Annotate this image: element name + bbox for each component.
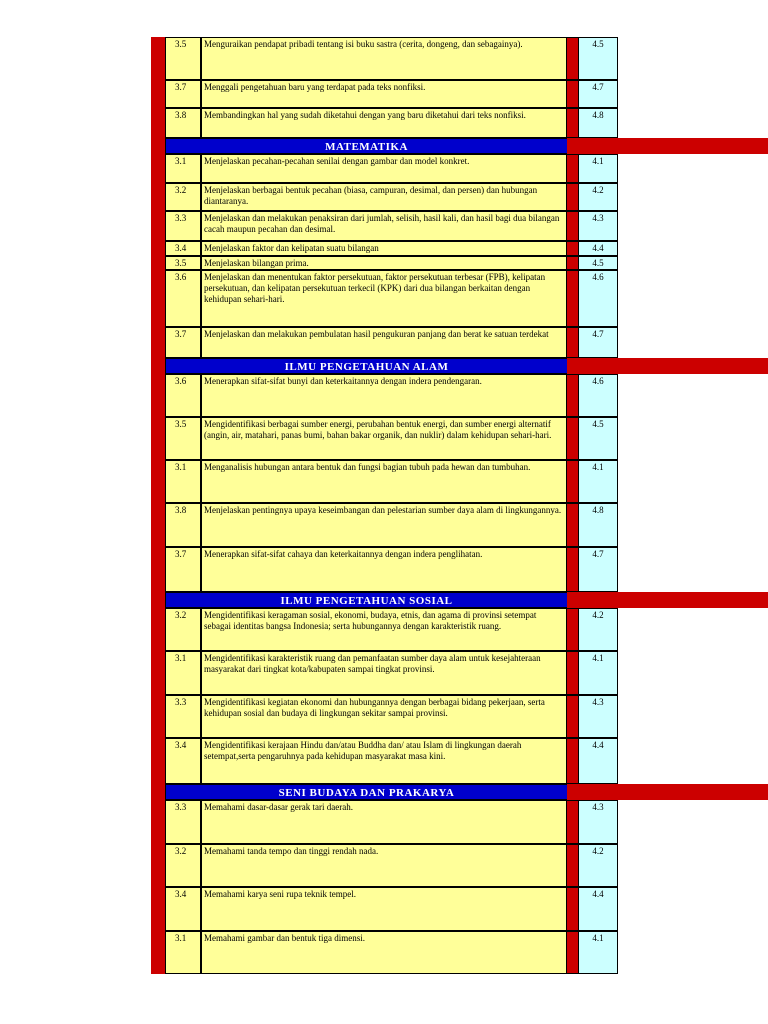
header-red-separator [567, 358, 578, 374]
kd3-number: 3.7 [165, 547, 201, 592]
kd4-number: 4.3 [578, 800, 618, 844]
table-row [165, 374, 618, 417]
row-red-separator [567, 503, 578, 547]
kd4-number: 4.4 [578, 738, 618, 784]
kd3-number: 3.1 [165, 460, 201, 503]
kd4-number: 4.2 [578, 608, 618, 651]
kd4-number: 4.4 [578, 887, 618, 931]
row-red-separator [567, 211, 578, 241]
row-red-separator [567, 738, 578, 784]
row-red-separator [567, 37, 578, 80]
table-row [165, 651, 618, 695]
row-red-separator [567, 800, 578, 844]
kd-description: Menganalisis hubungan antara bentuk dan fungsi bagian tubuh pada hewan dan tumbuhan. [201, 460, 567, 503]
table-row [165, 887, 618, 931]
kd4-number: 4.7 [578, 327, 618, 358]
kd-description: Mengidentifikasi kerajaan Hindu dan/atau Buddha dan/ atau Islam di lingkungan daerah setempat,serta pengaruhnya pada kehidupan masyarakat masa kini. [201, 738, 567, 784]
section-header-matematika: MATEMATIKA [165, 138, 568, 154]
kd3-number: 3.8 [165, 503, 201, 547]
kd4-number: 4.8 [578, 503, 618, 547]
kd4-number: 4.5 [578, 417, 618, 460]
row-red-separator [567, 417, 578, 460]
kd-description: Menjelaskan pentingnya upaya keseimbangan dan pelestarian sumber daya alam di lingkungannya. [201, 503, 567, 547]
row-red-separator [567, 695, 578, 738]
table-row [165, 460, 618, 503]
kd-description: Menjelaskan berbagai bentuk pecahan (biasa, campuran, desimal, dan persen) dan hubungan diantaranya. [201, 183, 567, 211]
kd3-number: 3.2 [165, 608, 201, 651]
header-red-band [578, 138, 768, 154]
kd4-number: 4.2 [578, 183, 618, 211]
kd-description: Menjelaskan bilangan prima. [201, 256, 567, 270]
kd-description: Menjelaskan dan menentukan faktor persekutuan, faktor persekutuan terbesar (FPB), kelipatan persekutuan, dan kelipatan persekutuan terkecil (KPK) dari dua bilangan berkaitan dengan kehidupan sehari-hari. [201, 270, 567, 327]
row-red-separator [567, 651, 578, 695]
row-red-separator [567, 460, 578, 503]
table-row [165, 211, 618, 241]
table-row [165, 503, 618, 547]
kd4-number: 4.4 [578, 241, 618, 256]
table-row [165, 695, 618, 738]
table-row [165, 154, 618, 183]
kd3-number: 3.1 [165, 154, 201, 183]
table-row [165, 738, 618, 784]
kd4-number: 4.5 [578, 256, 618, 270]
kd-description: Mengidentifikasi kegiatan ekonomi dan hubungannya dengan berbagai bidang pekerjaan, serta kehidupan sosial dan budaya di lingkungan sekitar sampai provinsi. [201, 695, 567, 738]
row-red-separator [567, 256, 578, 270]
kd3-number: 3.5 [165, 256, 201, 270]
kd3-number: 3.7 [165, 80, 201, 108]
kd3-number: 3.3 [165, 800, 201, 844]
kd4-number: 4.1 [578, 460, 618, 503]
row-red-separator [567, 887, 578, 931]
kd-description: Memahami tanda tempo dan tinggi rendah nada. [201, 844, 567, 887]
kd3-number: 3.5 [165, 37, 201, 80]
kd-description: Menjelaskan dan melakukan pembulatan hasil pengukuran panjang dan berat ke satuan terdekat [201, 327, 567, 358]
row-red-separator [567, 547, 578, 592]
kd3-number: 3.6 [165, 374, 201, 417]
table-row [165, 417, 618, 460]
kd4-number: 4.1 [578, 931, 618, 974]
header-red-separator [567, 592, 578, 608]
kd-description: Menguraikan pendapat pribadi tentang isi buku sastra (cerita, dongeng, dan sebagainya). [201, 37, 567, 80]
kd3-number: 3.4 [165, 241, 201, 256]
header-red-separator [567, 138, 578, 154]
kd3-number: 3.1 [165, 651, 201, 695]
table-row [165, 608, 618, 651]
row-red-separator [567, 241, 578, 256]
row-red-separator [567, 374, 578, 417]
kd4-number: 4.5 [578, 37, 618, 80]
kd-description: Menjelaskan pecahan-pecahan senilai dengan gambar dan model konkret. [201, 154, 567, 183]
kd3-number: 3.6 [165, 270, 201, 327]
kd-description: Memahami gambar dan bentuk tiga dimensi. [201, 931, 567, 974]
section-header-ips: ILMU PENGETAHUAN SOSIAL [165, 592, 568, 608]
row-red-separator [567, 844, 578, 887]
table-row [165, 241, 618, 256]
table-row [165, 327, 618, 358]
header-red-band [578, 784, 768, 800]
kd-description: Memahami karya seni rupa teknik tempel. [201, 887, 567, 931]
header-red-separator [567, 784, 578, 800]
section-header-ipa: ILMU PENGETAHUAN ALAM [165, 358, 568, 374]
kd-description: Mengidentifikasi karakteristik ruang dan pemanfaatan sumber daya alam untuk kesejahteraan masyarakat dari tingkat kota/kabupaten sampai tingkat provinsi. [201, 651, 567, 695]
row-red-separator [567, 270, 578, 327]
row-red-separator [567, 108, 578, 138]
kd4-number: 4.6 [578, 270, 618, 327]
table-row [165, 183, 618, 211]
kd-description: Membandingkan hal yang sudah diketahui dengan yang baru diketahui dari teks nonfiksi. [201, 108, 567, 138]
kd-description: Menjelaskan faktor dan kelipatan suatu bilangan [201, 241, 567, 256]
kd-description: Mengidentifikasi berbagai sumber energi, perubahan bentuk energi, dan sumber energi alternatif (angin, air, matahari, panas bumi, bahan bakar organik, dan nuklir) dalam kehidupan sehari-hari. [201, 417, 567, 460]
table-row [165, 108, 618, 138]
table-row [165, 547, 618, 592]
kd3-number: 3.4 [165, 738, 201, 784]
row-red-separator [567, 183, 578, 211]
kd4-number: 4.7 [578, 80, 618, 108]
row-red-separator [567, 80, 578, 108]
kd3-number: 3.8 [165, 108, 201, 138]
kd3-number: 3.3 [165, 695, 201, 738]
left-red-bar [151, 37, 165, 974]
kd3-number: 3.4 [165, 887, 201, 931]
kd3-number: 3.2 [165, 844, 201, 887]
kd3-number: 3.3 [165, 211, 201, 241]
table-row [165, 37, 618, 80]
row-red-separator [567, 327, 578, 358]
header-red-band [578, 358, 768, 374]
table-row [165, 844, 618, 887]
kd3-number: 3.7 [165, 327, 201, 358]
table-row [165, 80, 618, 108]
kd4-number: 4.7 [578, 547, 618, 592]
kd4-number: 4.6 [578, 374, 618, 417]
kd-description: Memahami dasar-dasar gerak tari daerah. [201, 800, 567, 844]
kd4-number: 4.1 [578, 154, 618, 183]
table-row [165, 931, 618, 974]
row-red-separator [567, 154, 578, 183]
kd4-number: 4.3 [578, 211, 618, 241]
row-red-separator [567, 931, 578, 974]
kd4-number: 4.1 [578, 651, 618, 695]
kd3-number: 3.2 [165, 183, 201, 211]
section-header-sbdp: SENI BUDAYA DAN PRAKARYA [165, 784, 568, 800]
table-row [165, 256, 618, 270]
kd-description: Mengidentifikasi keragaman sosial, ekonomi, budaya, etnis, dan agama di provinsi setempat sebagai identitas bangsa Indonesia; serta hubungannya dengan karakteristik ruang. [201, 608, 567, 651]
kd-description: Menerapkan sifat-sifat bunyi dan keterkaitannya dengan indera pendengaran. [201, 374, 567, 417]
kd-description: Menjelaskan dan melakukan penaksiran dari jumlah, selisih, hasil kali, dan hasil bagi dua bilangan cacah maupun pecahan dan desimal. [201, 211, 567, 241]
kd3-number: 3.1 [165, 931, 201, 974]
kd4-number: 4.2 [578, 844, 618, 887]
table-row [165, 270, 618, 327]
table-row [165, 800, 618, 844]
kd4-number: 4.8 [578, 108, 618, 138]
header-red-band [578, 592, 768, 608]
row-red-separator [567, 608, 578, 651]
kd-description: Menerapkan sifat-sifat cahaya dan keterkaitannya dengan indera penglihatan. [201, 547, 567, 592]
kd4-number: 4.3 [578, 695, 618, 738]
kd-description: Menggali pengetahuan baru yang terdapat pada teks nonfiksi. [201, 80, 567, 108]
kd3-number: 3.5 [165, 417, 201, 460]
